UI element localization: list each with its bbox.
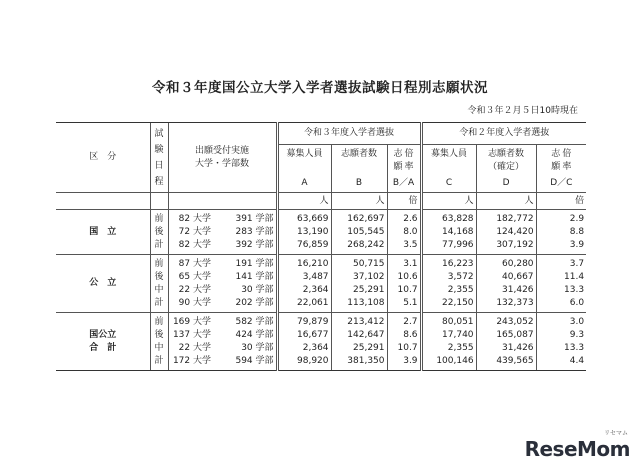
daigaku-count-cell: 137 大学 — [168, 329, 211, 342]
unit-nin: 人 — [421, 193, 476, 210]
r2-bairitsu-header — [536, 145, 586, 175]
r3-shigansha-cell: 213,412 — [331, 313, 387, 329]
r2-boshu-cell: 22,150 — [421, 297, 476, 313]
r3-boshu-cell: 63,669 — [277, 210, 331, 226]
r3-shigansha-cell: 50,715 — [331, 255, 387, 271]
r2-shigansha-cell: 132,373 — [476, 297, 536, 313]
r2-bairitsu-cell: 11.4 — [536, 271, 586, 284]
shiken-nittei-char: 試 — [154, 128, 164, 139]
unit-blank — [56, 193, 150, 210]
resemom-logo: ReseMom — [524, 437, 630, 461]
bairitsu-char: 率 — [404, 162, 414, 173]
gakubu-count-cell: 582 学部 — [211, 313, 277, 329]
daigaku-count-cell: 82 大学 — [168, 239, 211, 255]
r2-boshu-cell: 17,740 — [421, 329, 476, 342]
shiken-nittei-header — [150, 123, 168, 193]
bairitsu-char: 願 — [393, 162, 403, 173]
unit-blank — [168, 193, 277, 210]
r3-shigansha-cell: 105,545 — [331, 226, 387, 239]
nittei-cell: 中 — [150, 284, 168, 297]
daigaku-count-cell: 87 大学 — [168, 255, 211, 271]
r3-boshu-cell: 98,920 — [277, 355, 331, 371]
gakubu-count-cell: 191 学部 — [211, 255, 277, 271]
r3-bairitsu-cell: 10.7 — [387, 284, 421, 297]
r2-shigansha-cell: 243,052 — [476, 313, 536, 329]
unit-nin: 人 — [476, 193, 536, 210]
page-title: 令和３年度国公立大学入学者選抜試験日程別志願状況 — [152, 80, 488, 96]
unit-bai: 倍 — [536, 193, 586, 210]
r3-bairitsu-cell: 2.7 — [387, 313, 421, 329]
gakubu-count-cell: 202 学部 — [235, 297, 274, 308]
r3-bairitsu-cell: 8.0 — [387, 226, 421, 239]
r3-group-header: 令和３年度入学者選抜 — [277, 123, 421, 145]
bairitsu-char: 志 — [393, 149, 403, 160]
r3-boshu-cell: 22,061 — [277, 297, 331, 313]
r2-shigansha-cell: 31,426 — [476, 342, 536, 355]
r3-bairitsu-cell: 10.6 — [387, 271, 421, 284]
r2-boshu-cell: 2,355 — [421, 342, 476, 355]
r3-shigansha-cell: 268,242 — [331, 239, 387, 255]
bairitsu-char: 志 — [551, 149, 561, 160]
r2-shigansha-cell: 182,772 — [476, 210, 536, 226]
r2-shigansha-cell: 307,192 — [476, 239, 536, 255]
r2-shigansha-cell: 165,087 — [476, 329, 536, 342]
r3-bairitsu-cell: 10.7 — [387, 342, 421, 355]
r2-bairitsu-cell: 13.3 — [536, 284, 586, 297]
r2-boshu-cell: 63,828 — [421, 210, 476, 226]
gakubu-count-cell: 283 学部 — [235, 226, 274, 237]
r2-shigansha-cell: 439,565 — [476, 355, 536, 371]
r3-bairitsu-cell: 3.5 — [387, 239, 421, 255]
nittei-cell: 計 — [150, 355, 168, 371]
nittei-cell: 後 — [150, 226, 168, 239]
shiken-nittei-char: 程 — [154, 176, 164, 187]
col-dc-header: D／C — [536, 175, 586, 193]
bairitsu-char: 倍 — [404, 149, 414, 160]
unit-bai: 倍 — [387, 193, 421, 210]
r3-shigansha-header: 志願者数 — [331, 145, 387, 175]
logo-subtext: リセマム — [604, 430, 628, 437]
shutsugan-line: 出願受付実施 — [195, 145, 250, 156]
r3-boshu-cell: 16,677 — [277, 329, 331, 342]
r3-shigansha-cell: 142,647 — [331, 329, 387, 342]
bairitsu-char: 願 — [551, 162, 561, 173]
daigaku-count-cell: 82 大学 — [168, 210, 211, 226]
group-name-cell — [56, 255, 150, 313]
table-row — [56, 255, 586, 271]
r3-boshu-cell: 2,364 — [277, 342, 331, 355]
shutsugan-line: 大学・学部数 — [195, 158, 250, 169]
shiken-nittei-char: 日 — [154, 160, 164, 171]
nittei-cell: 前 — [150, 255, 168, 271]
r2-boshu-cell: 16,223 — [421, 255, 476, 271]
nittei-cell: 後 — [150, 329, 168, 342]
daigaku-count-cell: 169 大学 — [168, 313, 211, 329]
r3-shigansha-cell: 37,102 — [331, 271, 387, 284]
r2-bairitsu-cell: 13.3 — [536, 342, 586, 355]
shiken-nittei-char: 験 — [154, 144, 164, 155]
r3-boshu-cell: 3,487 — [277, 271, 331, 284]
col-b-header: B — [331, 175, 387, 193]
unit-nin: 人 — [277, 193, 331, 210]
r2-bairitsu-cell: 4.4 — [536, 355, 586, 371]
date-note: 令和３年２月５日10時現在 — [467, 106, 578, 116]
nittei-cell: 後 — [150, 271, 168, 284]
daigaku-count-cell: 22 大学 — [168, 284, 211, 297]
r2-shigansha-line: （確定） — [488, 162, 525, 173]
nittei-cell: 中 — [150, 342, 168, 355]
r2-bairitsu-cell: 3.9 — [536, 239, 586, 255]
col-d-header: D — [476, 175, 536, 193]
group-name-cell — [56, 210, 150, 255]
r2-bairitsu-cell: 9.3 — [536, 329, 586, 342]
gakubu-count-cell: 141 学部 — [235, 271, 274, 282]
gakubu-count-cell: 391 学部 — [211, 210, 277, 226]
r3-shigansha-cell: 162,697 — [331, 210, 387, 226]
daigaku-count-cell: 90 大学 — [168, 297, 211, 313]
r3-boshu-header: 募集人員 — [277, 145, 331, 175]
r3-bairitsu-cell: 2.6 — [387, 210, 421, 226]
gakubu-count-cell: 30 学部 — [241, 284, 274, 295]
daigaku-count-cell: 22 大学 — [168, 342, 211, 355]
daigaku-count-cell: 65 大学 — [168, 271, 211, 284]
group-name-line2: 合 計 — [89, 342, 117, 353]
r3-bairitsu-header — [387, 145, 421, 175]
group-name: 国公立 — [89, 329, 117, 340]
unit-row — [56, 193, 586, 210]
r2-shigansha-cell: 124,420 — [476, 226, 536, 239]
application-status-table — [56, 122, 586, 371]
unit-blank — [150, 193, 168, 210]
bairitsu-char: 倍 — [562, 149, 572, 160]
r2-shigansha-cell: 31,426 — [476, 284, 536, 297]
group-name-cell — [56, 313, 150, 371]
r2-bairitsu-cell: 2.9 — [536, 210, 586, 226]
kubun-header: 区 分 — [56, 123, 150, 193]
r2-boshu-cell: 2,355 — [421, 284, 476, 297]
daigaku-count-cell: 72 大学 — [168, 226, 211, 239]
group-name: 公 立 — [89, 278, 117, 288]
r3-boshu-cell: 13,190 — [277, 226, 331, 239]
r3-shigansha-cell: 25,291 — [331, 342, 387, 355]
r2-boshu-cell: 3,572 — [421, 271, 476, 284]
col-c-header: C — [421, 175, 476, 193]
r3-bairitsu-cell: 5.1 — [387, 297, 421, 313]
r2-shigansha-cell: 60,280 — [476, 255, 536, 271]
r3-shigansha-cell: 25,291 — [331, 284, 387, 297]
r2-shigansha-header — [476, 145, 536, 175]
r2-shigansha-line: 志願者数 — [488, 149, 525, 160]
r2-boshu-header: 募集人員 — [421, 145, 476, 175]
shutsugan-header — [168, 123, 277, 193]
col-ba-header: B／A — [387, 175, 421, 193]
nittei-cell: 計 — [150, 239, 168, 255]
r3-shigansha-cell: 381,350 — [331, 355, 387, 371]
r3-bairitsu-cell: 3.1 — [387, 255, 421, 271]
nittei-cell: 計 — [150, 297, 168, 313]
gakubu-count-cell: 392 学部 — [235, 239, 274, 250]
r2-bairitsu-cell: 3.7 — [536, 255, 586, 271]
table-row — [56, 313, 586, 329]
r3-bairitsu-cell: 3.9 — [387, 355, 421, 371]
unit-nin: 人 — [331, 193, 387, 210]
col-a-header: A — [277, 175, 331, 193]
r3-boshu-cell: 16,210 — [277, 255, 331, 271]
r3-shigansha-cell: 113,108 — [331, 297, 387, 313]
r3-boshu-cell: 2,364 — [277, 284, 331, 297]
daigaku-count-cell: 172 大学 — [168, 355, 211, 371]
nittei-cell: 前 — [150, 210, 168, 226]
r2-boshu-cell: 100,146 — [421, 355, 476, 371]
r3-boshu-cell: 76,859 — [277, 239, 331, 255]
r2-bairitsu-cell: 6.0 — [536, 297, 586, 313]
table-row — [56, 210, 586, 226]
r2-bairitsu-cell: 8.8 — [536, 226, 586, 239]
r3-bairitsu-cell: 8.6 — [387, 329, 421, 342]
nittei-cell: 前 — [150, 313, 168, 329]
gakubu-count-cell: 594 学部 — [211, 355, 277, 371]
header-row-groups — [56, 123, 586, 145]
r2-boshu-cell: 77,996 — [421, 239, 476, 255]
gakubu-count-cell: 424 学部 — [235, 329, 274, 340]
group-name: 国 立 — [89, 226, 117, 237]
r2-shigansha-cell: 40,667 — [476, 271, 536, 284]
r2-boshu-cell: 80,051 — [421, 313, 476, 329]
r2-bairitsu-cell: 3.0 — [536, 313, 586, 329]
r3-boshu-cell: 79,879 — [277, 313, 331, 329]
r2-group-header: 令和２年度入学者選抜 — [421, 123, 586, 145]
gakubu-count-cell: 30 学部 — [241, 342, 274, 353]
r2-boshu-cell: 14,168 — [421, 226, 476, 239]
bairitsu-char: 率 — [562, 162, 572, 173]
